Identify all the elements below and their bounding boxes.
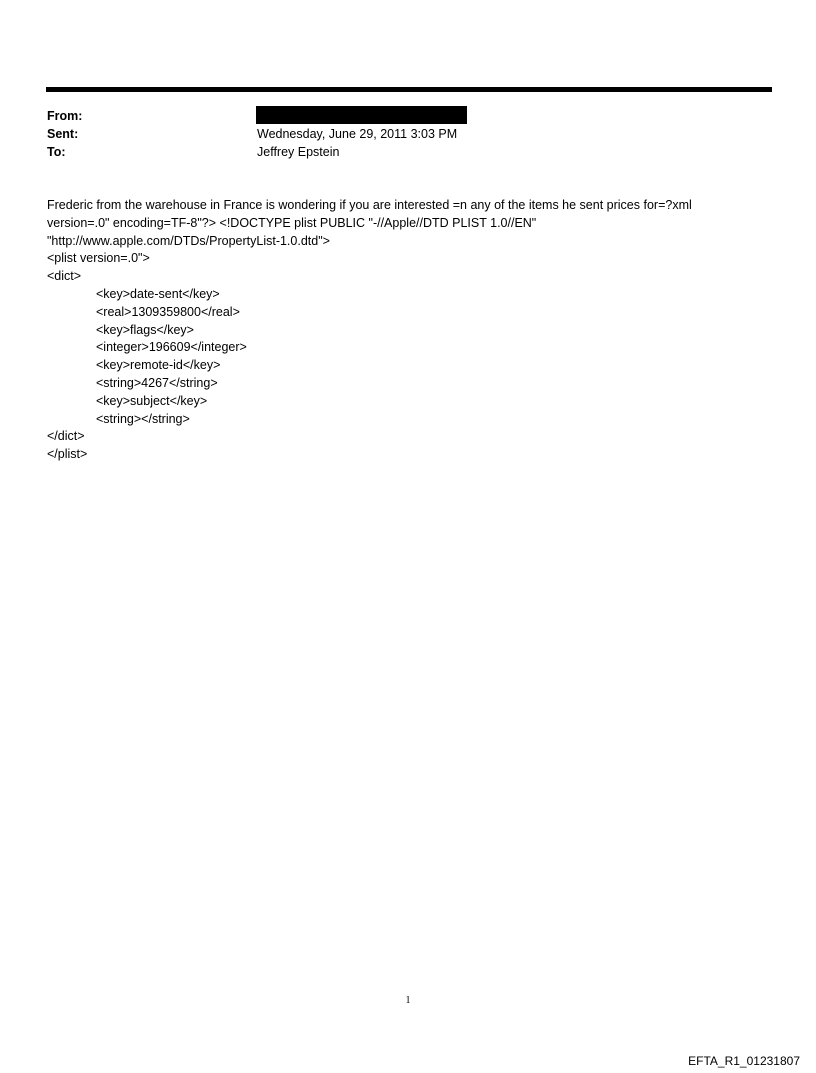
bates-number: EFTA_R1_01231807	[688, 1054, 800, 1068]
to-value: Jeffrey Epstein	[257, 145, 340, 159]
body-line: </plist>	[47, 447, 88, 462]
body-line: version=.0" encoding=TF-8"?> <!DOCTYPE plist PUBLIC "-//Apple//DTD PLIST 1.0//EN"	[47, 215, 537, 230]
body-line: <real>1309359800</real>	[96, 304, 240, 319]
body-line: "http://www.apple.com/DTDs/PropertyList-1.0.dtd">	[47, 233, 330, 248]
body-line: <key>flags</key>	[96, 322, 194, 337]
from-label: From:	[47, 109, 83, 123]
body-line: <string>4267</string>	[96, 375, 218, 390]
to-row	[47, 143, 747, 161]
body-line: <key>date-sent</key>	[96, 286, 220, 301]
body-line: Frederic from the warehouse in France is wondering if you are interested =n any of the items he sent prices for=?xml	[47, 198, 692, 212]
body-line: <dict>	[47, 269, 82, 284]
body-line: </dict>	[47, 429, 85, 444]
body-line: <string></string>	[96, 411, 190, 426]
body-line: <key>remote-id</key>	[96, 358, 221, 373]
body-line: <key>subject</key>	[96, 393, 208, 408]
body-line: <integer>196609</integer>	[96, 340, 247, 355]
email-body	[47, 197, 787, 464]
body-line: <plist version=.0">	[47, 251, 150, 266]
header-divider	[46, 87, 772, 92]
from-row	[47, 107, 747, 125]
sent-value: Wednesday, June 29, 2011 3:03 PM	[257, 127, 458, 141]
sent-row	[47, 125, 747, 143]
page-number: 1	[405, 995, 411, 1006]
sent-label: Sent:	[47, 127, 79, 141]
to-label: To:	[47, 145, 66, 159]
redaction-block	[256, 106, 467, 124]
